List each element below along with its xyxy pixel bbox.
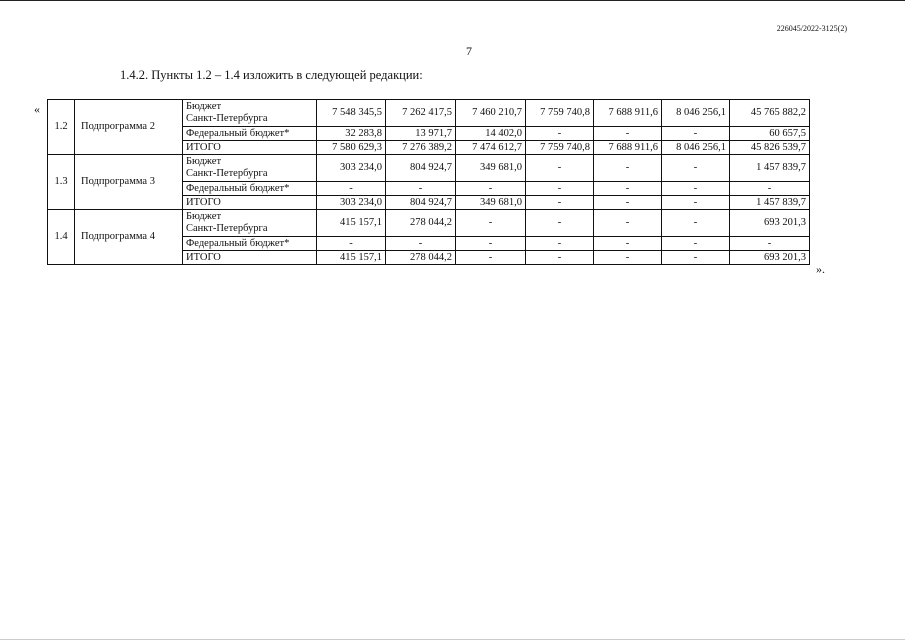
amount-cell: -	[594, 196, 662, 210]
amount-cell: -	[594, 182, 662, 196]
amount-cell: -	[662, 155, 730, 182]
amount-cell: -	[526, 210, 594, 237]
row-index: 1.3	[48, 155, 75, 210]
program-name: Подпрограмма 2	[75, 100, 183, 155]
amount-cell: 349 681,0	[456, 155, 526, 182]
amount-cell: 60 657,5	[730, 127, 810, 141]
amount-cell: 7 759 740,8	[526, 100, 594, 127]
amount-cell: 804 924,7	[386, 155, 456, 182]
program-name: Подпрограмма 4	[75, 210, 183, 265]
amount-cell: -	[594, 237, 662, 251]
amount-cell: 1 457 839,7	[730, 196, 810, 210]
amount-cell: -	[456, 210, 526, 237]
amount-cell: 7 548 345,5	[317, 100, 386, 127]
amount-cell: 804 924,7	[386, 196, 456, 210]
amount-cell: 7 688 911,6	[594, 141, 662, 155]
page-number: 7	[466, 44, 472, 58]
amount-cell: -	[662, 182, 730, 196]
funding-source: Федеральный бюджет*	[183, 182, 317, 196]
opening-quote: «	[34, 102, 40, 116]
amount-cell: 45 765 882,2	[730, 100, 810, 127]
amount-cell: -	[526, 155, 594, 182]
row-index: 1.2	[48, 100, 75, 155]
amount-cell: 7 474 612,7	[456, 141, 526, 155]
amount-cell: 415 157,1	[317, 210, 386, 237]
funding-source: Бюджет Санкт-Петербурга	[183, 210, 317, 237]
table-row	[48, 100, 810, 127]
amount-cell: -	[730, 182, 810, 196]
funding-source: Федеральный бюджет*	[183, 127, 317, 141]
amount-cell: -	[386, 182, 456, 196]
funding-source: Бюджет Санкт-Петербурга	[183, 155, 317, 182]
amount-cell: -	[730, 237, 810, 251]
amount-cell: -	[317, 182, 386, 196]
funding-source: Федеральный бюджет*	[183, 237, 317, 251]
amount-cell: -	[456, 182, 526, 196]
amount-cell: 7 460 210,7	[456, 100, 526, 127]
row-index: 1.4	[48, 210, 75, 265]
amount-cell: -	[526, 237, 594, 251]
amount-cell: 32 283,8	[317, 127, 386, 141]
amount-cell: 693 201,3	[730, 210, 810, 237]
amount-cell: 1 457 839,7	[730, 155, 810, 182]
top-rule	[0, 0, 905, 1]
document-id: 226045/2022-3125(2)	[776, 24, 847, 33]
amount-cell: 7 580 629,3	[317, 141, 386, 155]
amount-cell: -	[526, 127, 594, 141]
amount-cell: -	[662, 251, 730, 265]
amount-cell: 13 971,7	[386, 127, 456, 141]
amount-cell: -	[662, 127, 730, 141]
table-row	[48, 210, 810, 237]
amount-cell: -	[594, 210, 662, 237]
amount-cell: 7 688 911,6	[594, 100, 662, 127]
amount-cell: -	[594, 251, 662, 265]
amount-cell: 278 044,2	[386, 251, 456, 265]
amount-cell: -	[456, 251, 526, 265]
amount-cell: -	[526, 196, 594, 210]
amount-cell: -	[526, 251, 594, 265]
amount-cell: -	[386, 237, 456, 251]
amount-cell: 7 262 417,5	[386, 100, 456, 127]
amount-cell: -	[594, 155, 662, 182]
amount-cell: -	[317, 237, 386, 251]
closing-quote: ».	[816, 262, 825, 276]
amount-cell: -	[526, 182, 594, 196]
funding-source: ИТОГО	[183, 141, 317, 155]
amount-cell: 278 044,2	[386, 210, 456, 237]
table-row	[48, 155, 810, 182]
funding-source: ИТОГО	[183, 196, 317, 210]
funding-source: Бюджет Санкт-Петербурга	[183, 100, 317, 127]
amount-cell: -	[662, 210, 730, 237]
amount-cell: 349 681,0	[456, 196, 526, 210]
amount-cell: 8 046 256,1	[662, 100, 730, 127]
amount-cell: -	[594, 127, 662, 141]
amount-cell: 415 157,1	[317, 251, 386, 265]
amount-cell: 45 826 539,7	[730, 141, 810, 155]
amount-cell: -	[662, 237, 730, 251]
intro-text: 1.4.2. Пункты 1.2 – 1.4 изложить в следующей редакции:	[120, 68, 423, 82]
amount-cell: 7 276 389,2	[386, 141, 456, 155]
amount-cell: 693 201,3	[730, 251, 810, 265]
amount-cell: 14 402,0	[456, 127, 526, 141]
amount-cell: 303 234,0	[317, 196, 386, 210]
amount-cell: -	[456, 237, 526, 251]
amount-cell: 8 046 256,1	[662, 141, 730, 155]
amount-cell: -	[662, 196, 730, 210]
amount-cell: 303 234,0	[317, 155, 386, 182]
program-name: Подпрограмма 3	[75, 155, 183, 210]
funding-source: ИТОГО	[183, 251, 317, 265]
amount-cell: 7 759 740,8	[526, 141, 594, 155]
funding-table	[47, 99, 810, 265]
